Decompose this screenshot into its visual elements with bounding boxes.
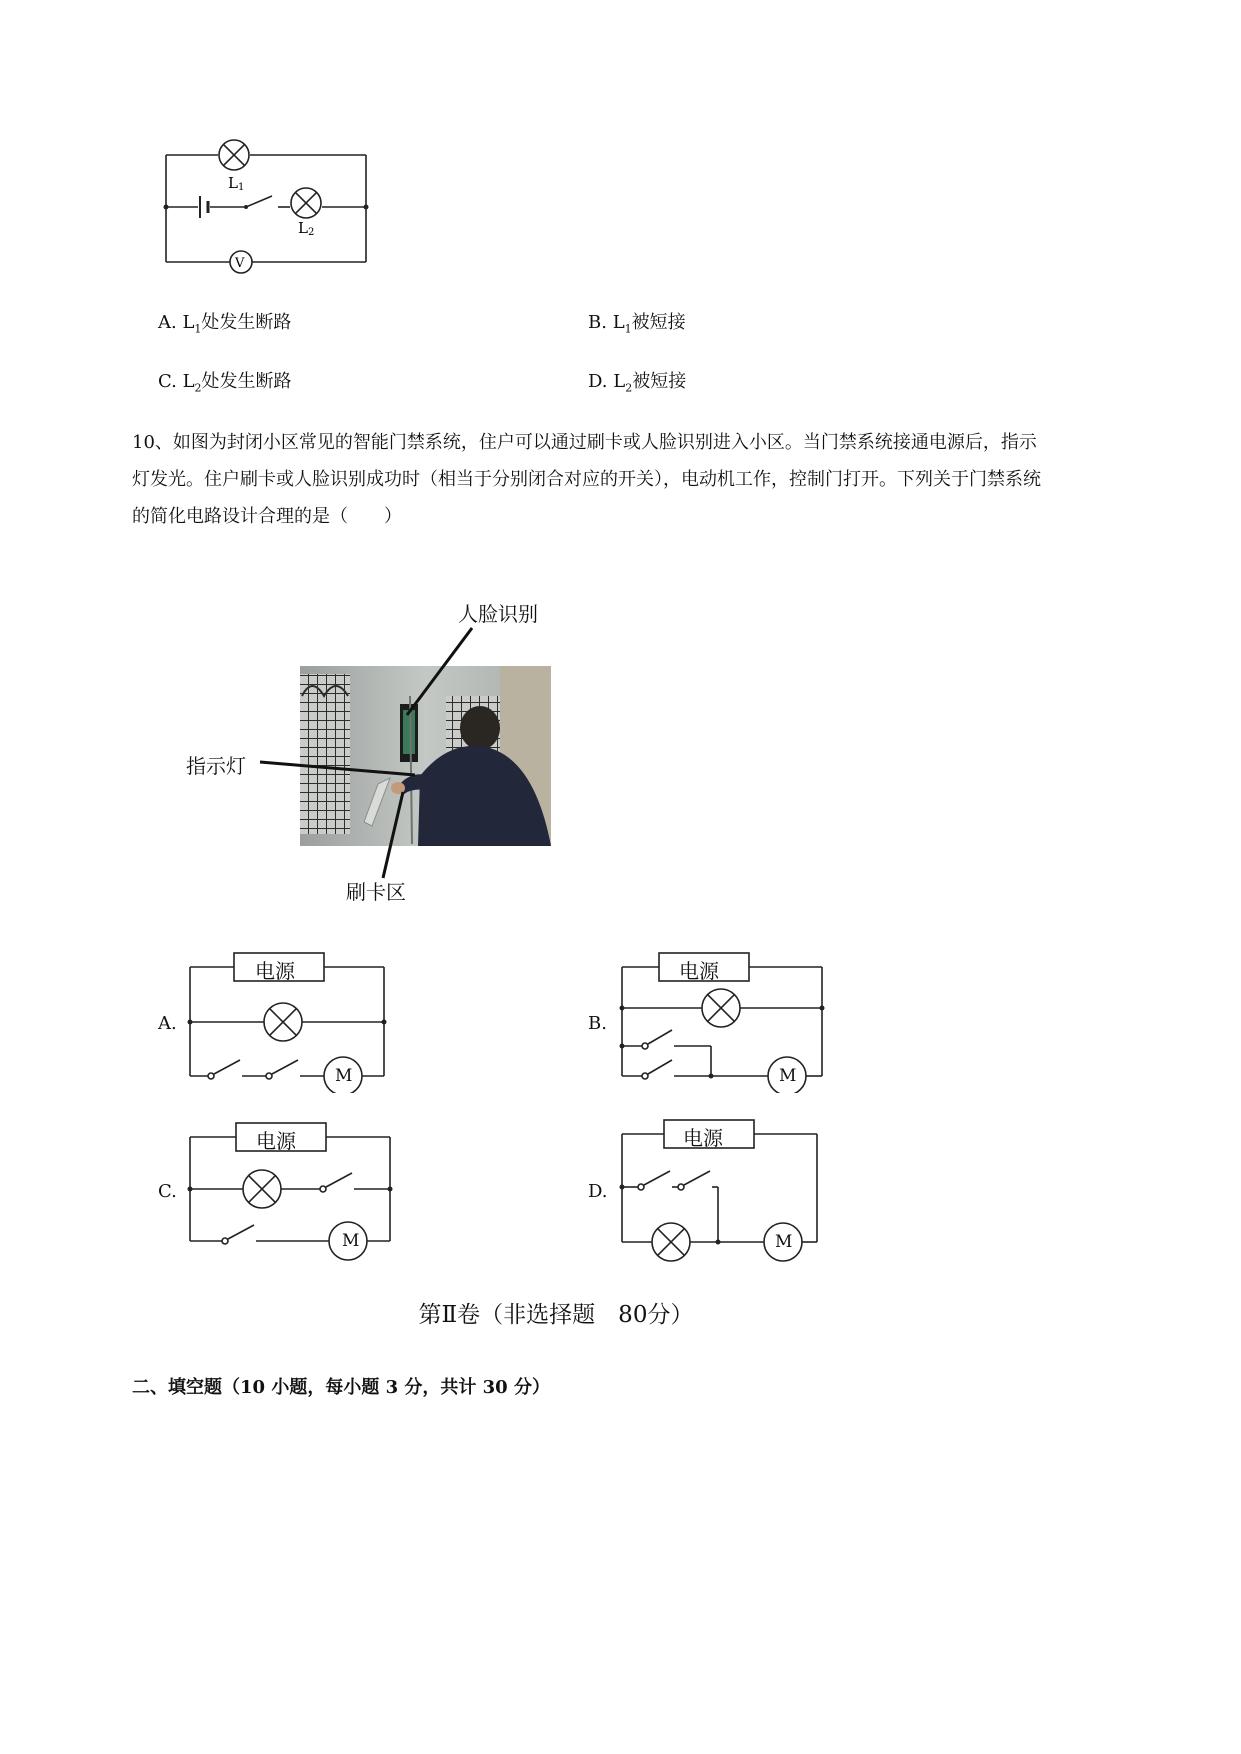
- circuit-b-motor: M: [779, 1066, 797, 1086]
- q10-option-d-label[interactable]: D.: [588, 1181, 608, 1202]
- q9-option-c[interactable]: C. $L_2$处发生断路: [158, 371, 292, 395]
- q9-circuit-diagram: [150, 130, 390, 280]
- label-face-recognition: 人脸识别: [458, 602, 538, 626]
- q10-option-a-label[interactable]: A.: [158, 1013, 177, 1034]
- circuit-c-source: 电源: [256, 1129, 296, 1153]
- circuit-d-motor: M: [775, 1232, 793, 1252]
- circuit-a-source: 电源: [255, 959, 295, 983]
- circuit-b[interactable]: [612, 948, 832, 1093]
- svg-text:L1: L1: [228, 174, 245, 193]
- label-indicator-light: 指示灯: [186, 754, 246, 778]
- q10-option-b-label[interactable]: B.: [588, 1013, 607, 1034]
- q9-option-d[interactable]: D. $L_2$被短接: [588, 371, 687, 395]
- lamp2-label: L: [298, 219, 308, 237]
- lamp1-label: L: [228, 174, 238, 192]
- voltmeter-label: V: [235, 256, 245, 271]
- circuit-a-motor: M: [335, 1066, 353, 1086]
- q10-question-text: 10、如图为封闭小区常见的智能门禁系统，住户可以通过刷卡或人脸识别进入小区。当门禁系统接通电源后，指示灯发光。住户刷卡或人脸识别成功时（相当于分别闭合对应的开关），电动机工作，控制门打开。下列关于门禁系统的简化电路设计合理的是（ ）: [132, 432, 1041, 527]
- section-2-title: 第Ⅱ卷（非选择题 80分）: [418, 1302, 694, 1328]
- circuit-c-motor: M: [342, 1231, 360, 1251]
- fill-in-heading: 二、填空题（10 小题，每小题 3 分，共计 30 分）: [132, 1377, 550, 1398]
- q9-option-a[interactable]: A. $L_1$处发生断路: [158, 312, 292, 336]
- photo-leader-lines: [250, 620, 480, 890]
- q9-option-b[interactable]: B. $L_1$被短接: [588, 312, 686, 336]
- circuit-b-source: 电源: [679, 959, 719, 983]
- circuit-d-source: 电源: [683, 1126, 723, 1150]
- label-card-area: 刷卡区: [346, 880, 406, 904]
- q10-option-c-label[interactable]: C.: [158, 1181, 177, 1202]
- svg-text:L2: L2: [298, 219, 315, 238]
